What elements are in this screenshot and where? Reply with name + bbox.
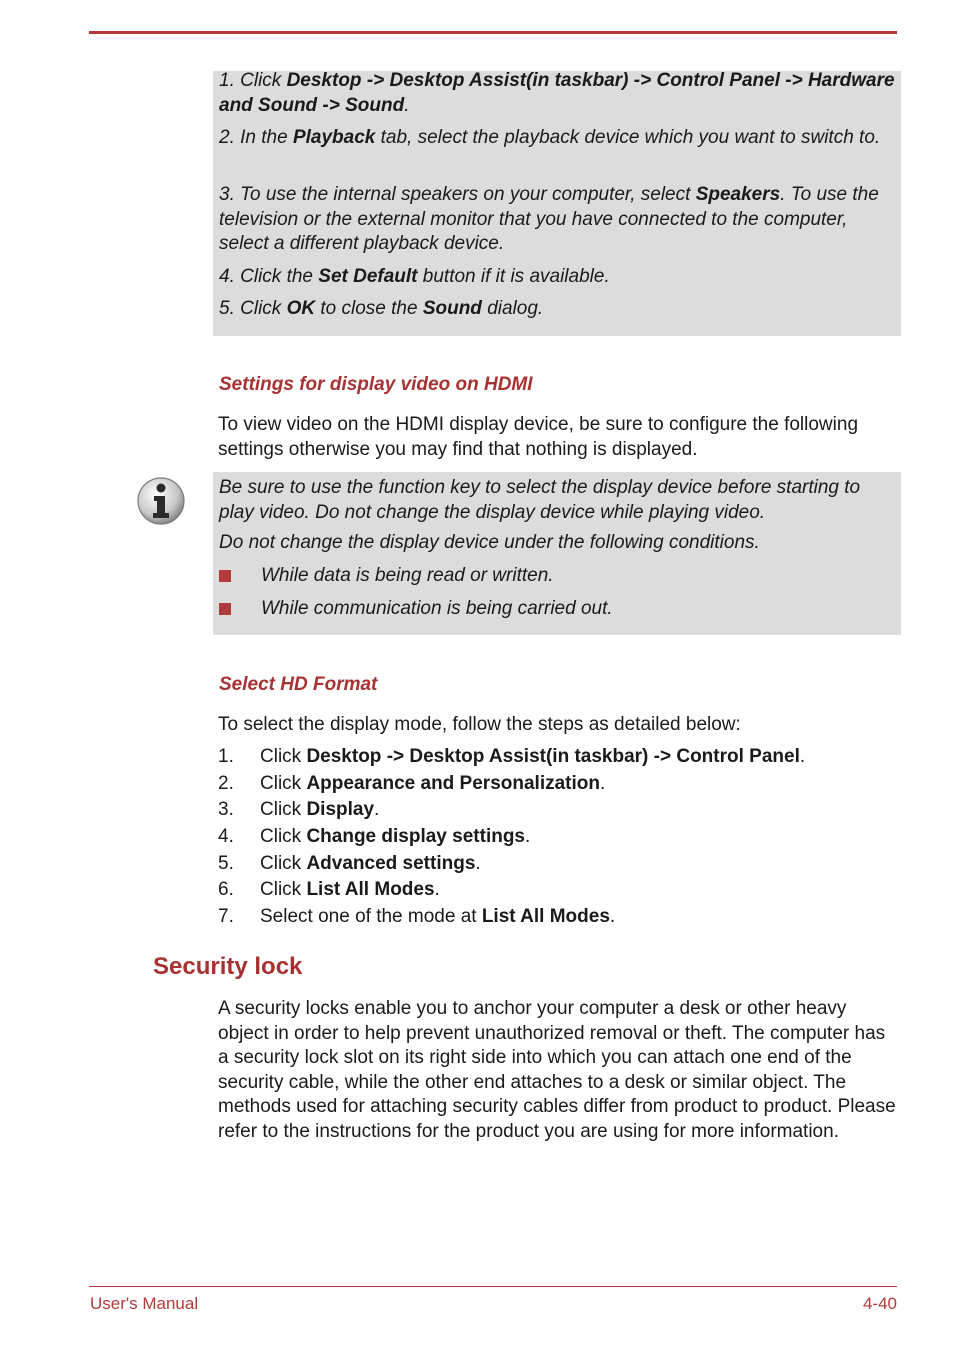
info-icon <box>136 476 186 526</box>
security-lock-body: A security locks enable you to anchor your computer a desk or other heavy object in order to help prevent unauthorized removal or theft. The computer has a security lock slot on its right side into which you can attach one end of the security cable, while the other end attaches to a desk or similar object. The methods used for attaching security cables differ from product to product. Please refer to the instructions for the product you are using for more information. <box>218 998 896 1142</box>
note-para-2: Do not change the display device under the following conditions. <box>219 532 760 553</box>
footer-page-number: 4-40 <box>862 1294 897 1313</box>
hd-format-steps-list <box>218 745 898 932</box>
hdmi-intro-text: To view video on the HDMI display device, be sure to configure the following settings otherwise you may find that nothing is displayed. <box>218 414 859 460</box>
footer-rule <box>89 1286 897 1287</box>
note-box-playback-steps <box>213 71 901 336</box>
note-step-2: 2. In the Playback tab, select the playback device which you want to switch to. <box>219 127 881 148</box>
header-rule <box>89 31 897 34</box>
note-para-1: Be sure to use the function key to select the display device before starting to play video. Do not change the display device while playing video. <box>219 477 861 523</box>
note-step-4: 4. Click the Set Default button if it is available. <box>219 266 610 287</box>
list-item: 4. Click Change display settings. <box>218 826 531 848</box>
hdmi-settings-heading: Settings for display video on HDMI <box>219 374 533 395</box>
bullet-square-icon <box>219 603 231 615</box>
footer-manual-title: User's Manual <box>90 1294 199 1313</box>
bullet-square-icon <box>219 570 231 582</box>
note-step-5: 5. Click OK to close the Sound dialog. <box>219 298 544 319</box>
list-item: 1. Click Desktop -> Desktop Assist(in taskbar) -> Control Panel. <box>218 746 806 767</box>
list-item: 5. Click Advanced settings. <box>218 852 481 874</box>
note-step-3: 3. To use the internal speakers on your computer, select Speakers. To use the television or the external monitor that you have connected to the computer, select a different playback device. <box>219 184 879 254</box>
hd-format-intro-text: To select the display mode, follow the steps as detailed below: <box>218 714 741 735</box>
list-item: 3. Click Display. <box>218 799 380 821</box>
list-item: 7. Select one of the mode at List All Modes. <box>218 906 616 928</box>
note-step-1: 1. Click Desktop -> Desktop Assist(in taskbar) -> Control Panel -> Hardware and Sound -> Sound. <box>219 70 895 116</box>
list-item: 2. Click Appearance and Personalization. <box>218 772 606 794</box>
hd-format-heading: Select HD Format <box>219 674 378 695</box>
list-item: 6. Click List All Modes. <box>218 879 440 901</box>
note-box-display-warning: Be sure to use the function key to select the display device before starting to play video. Do not change the display device while playing video. Do not change the display device under the following conditions. While data is being read or written. While communication is being carried out. <box>213 472 901 635</box>
security-lock-heading: Security lock <box>153 953 303 980</box>
